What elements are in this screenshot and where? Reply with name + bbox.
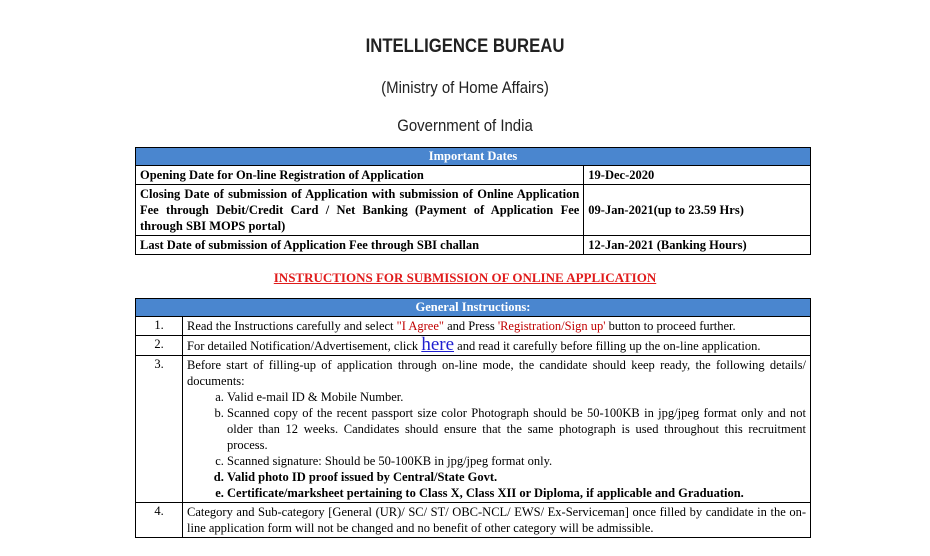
table-row — [136, 356, 811, 503]
item-number: 1. — [136, 317, 183, 336]
table-row — [136, 166, 811, 185]
government-subtitle: Government of India — [397, 116, 533, 135]
item-number: 4. — [136, 503, 183, 538]
registration-text: 'Registration/Sign up' — [497, 319, 606, 333]
table-row — [136, 336, 811, 356]
ministry-subtitle: (Ministry of Home Affairs) — [381, 78, 549, 97]
notification-link[interactable]: here — [421, 334, 455, 355]
list-item: a. Valid e-mail ID & Mobile Number. — [227, 389, 806, 405]
date-value: 09-Jan-2021(up to 23.59 Hrs) — [584, 185, 811, 236]
instruction-text — [183, 356, 811, 503]
list-item: b. Scanned copy of the recent passport size color Photograph should be 50-100KB in jpg/jpeg format only and not older than 12 weeks. Candidates should ensure that the same photograph is used throughout this recruitment process. — [227, 405, 806, 453]
date-value: 12-Jan-2021 (Banking Hours) — [584, 236, 811, 255]
instruction-text: For detailed Notification/Advertisement, click here and read it carefully before filling up the on-line application. — [183, 336, 811, 356]
important-dates-heading: Important Dates — [136, 148, 811, 166]
documents-intro: Before start of filling-up of application through on-line mode, the candidate should keep ready, the following details/ documents: — [187, 358, 806, 388]
list-item: e. Certificate/marksheet pertaining to Class X, Class XII or Diploma, if applicable and Graduation. — [227, 485, 806, 501]
date-label: Opening Date for On-line Registration of Application — [136, 166, 584, 185]
important-dates-table — [135, 147, 811, 255]
table-row — [136, 185, 811, 236]
instruction-text: Read the Instructions carefully and select "I Agree" and Press 'Registration/Sign up' button to proceed further. — [183, 317, 811, 336]
date-label: Closing Date of submission of Application with submission of Online Application Fee through Debit/Credit Card / Net Banking (Payment of Application Fee through SBI MOPS portal) — [136, 185, 584, 236]
list-item: d. Valid photo ID proof issued by Central/State Govt. — [227, 469, 806, 485]
documents-list — [187, 389, 806, 501]
instruction-text: Category and Sub-category [General (UR)/ SC/ ST/ OBC-NCL/ EWS/ Ex-Serviceman] once filled by candidate in the on-line application form will not be changed and no benefit of other category will be admissible. — [183, 503, 811, 538]
table-row — [136, 236, 811, 255]
table-row — [136, 503, 811, 538]
list-item: c. Scanned signature: Should be 50-100KB in jpg/jpeg format only. — [227, 453, 806, 469]
instructions-title: INSTRUCTIONS FOR SUBMISSION OF ONLINE APPLICATION — [273, 270, 657, 285]
page-title: INTELLIGENCE BUREAU — [365, 36, 565, 57]
i-agree-text: "I Agree" — [396, 319, 444, 333]
item-number: 3. — [136, 356, 183, 503]
item-number: 2. — [136, 336, 183, 356]
date-label: Last Date of submission of Application Fee through SBI challan — [136, 236, 584, 255]
general-instructions-table — [135, 298, 811, 538]
general-instructions-heading: General Instructions: — [136, 299, 811, 317]
table-row — [136, 317, 811, 336]
date-value: 19-Dec-2020 — [584, 166, 811, 185]
